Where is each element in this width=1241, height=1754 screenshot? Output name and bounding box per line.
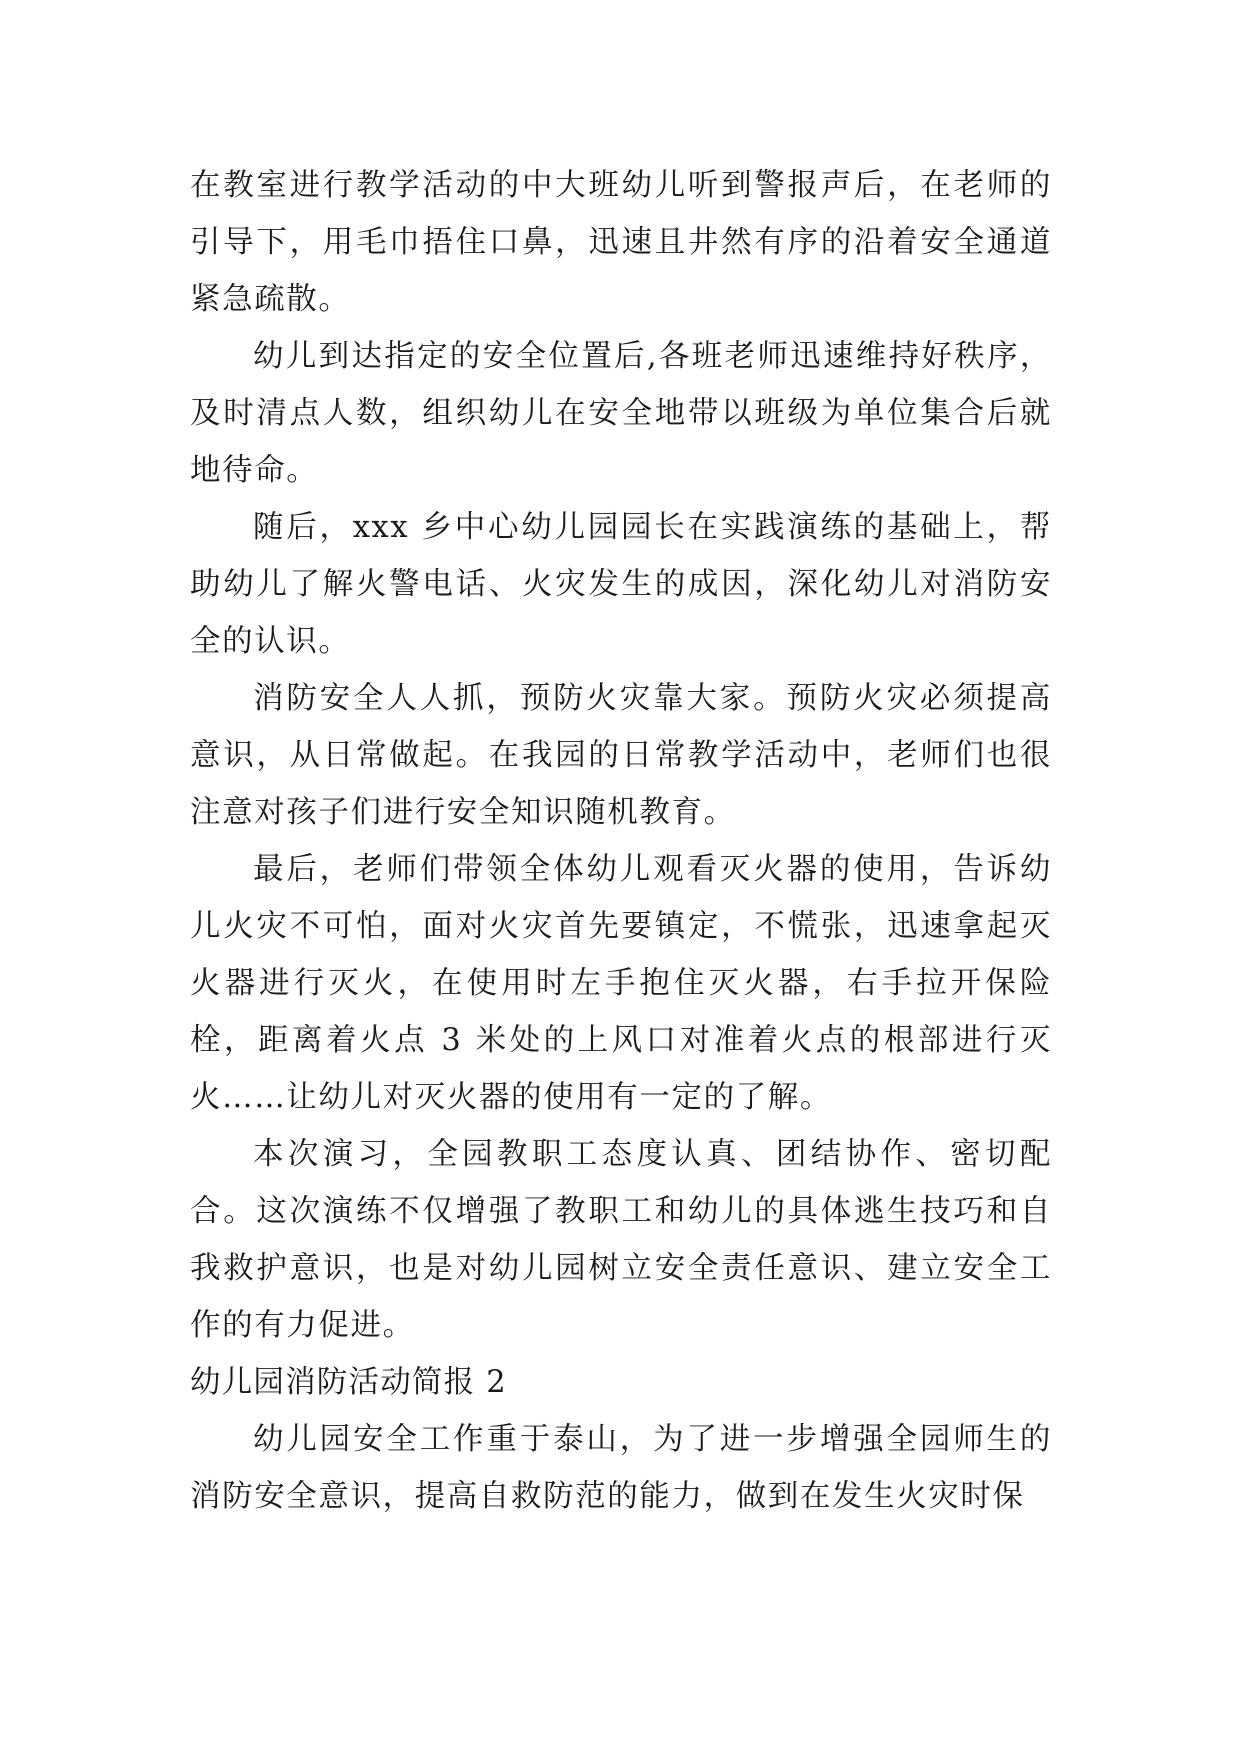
paragraph-principal-talk: 随后，xxx 乡中心幼儿园园长在实践演练的基础上，帮助幼儿了解火警电话、火灾发生的成因，深化幼儿对消防安全的认识。 bbox=[190, 510, 1052, 659]
paragraph-evacuation: 在教室进行教学活动的中大班幼儿听到警报声后，在老师的引导下，用毛巾捂住口鼻，迅速且井然有序的沿着安全通道紧急疏散。 bbox=[190, 168, 1052, 317]
paragraph-prevention: 消防安全人人抓，预防火灾靠大家。预防火灾必须提高意识，从日常做起。在我园的日常教学活动中，老师们也很注意对孩子们进行安全知识随机教育。 bbox=[190, 681, 1052, 830]
section-title: 幼儿园消防活动简报 2 bbox=[190, 1365, 507, 1400]
paragraph-extinguisher-demo: 最后，老师们带领全体幼儿观看灭火器的使用，告诉幼儿火灾不可怕，面对火灾首先要镇定，不慌张，迅速拿起灭火器进行灭火，在使用时左手抱住灭火器，右手拉开保险栓，距离着火点 3 米处的上风口对准着火点的根部进行灭火……让幼儿对灭火器的使用有一定的了解。 bbox=[190, 852, 1052, 1115]
paragraph-section-intro: 幼儿园安全工作重于泰山，为了进一步增强全园师生的消防安全意识，提高自救防范的能力，做到在发生火灾时保 bbox=[190, 1422, 1052, 1514]
document-body bbox=[190, 157, 1052, 1525]
paragraph-summary: 本次演习，全园教职工态度认真、团结协作、密切配合。这次演练不仅增强了教职工和幼儿的具体逃生技巧和自我救护意识，也是对幼儿园树立安全责任意识、建立安全工作的有力促进。 bbox=[190, 1137, 1052, 1343]
paragraph-assembly: 幼儿到达指定的安全位置后,各班老师迅速维持好秩序，及时清点人数，组织幼儿在安全地带以班级为单位集合后就地待命。 bbox=[190, 339, 1052, 488]
